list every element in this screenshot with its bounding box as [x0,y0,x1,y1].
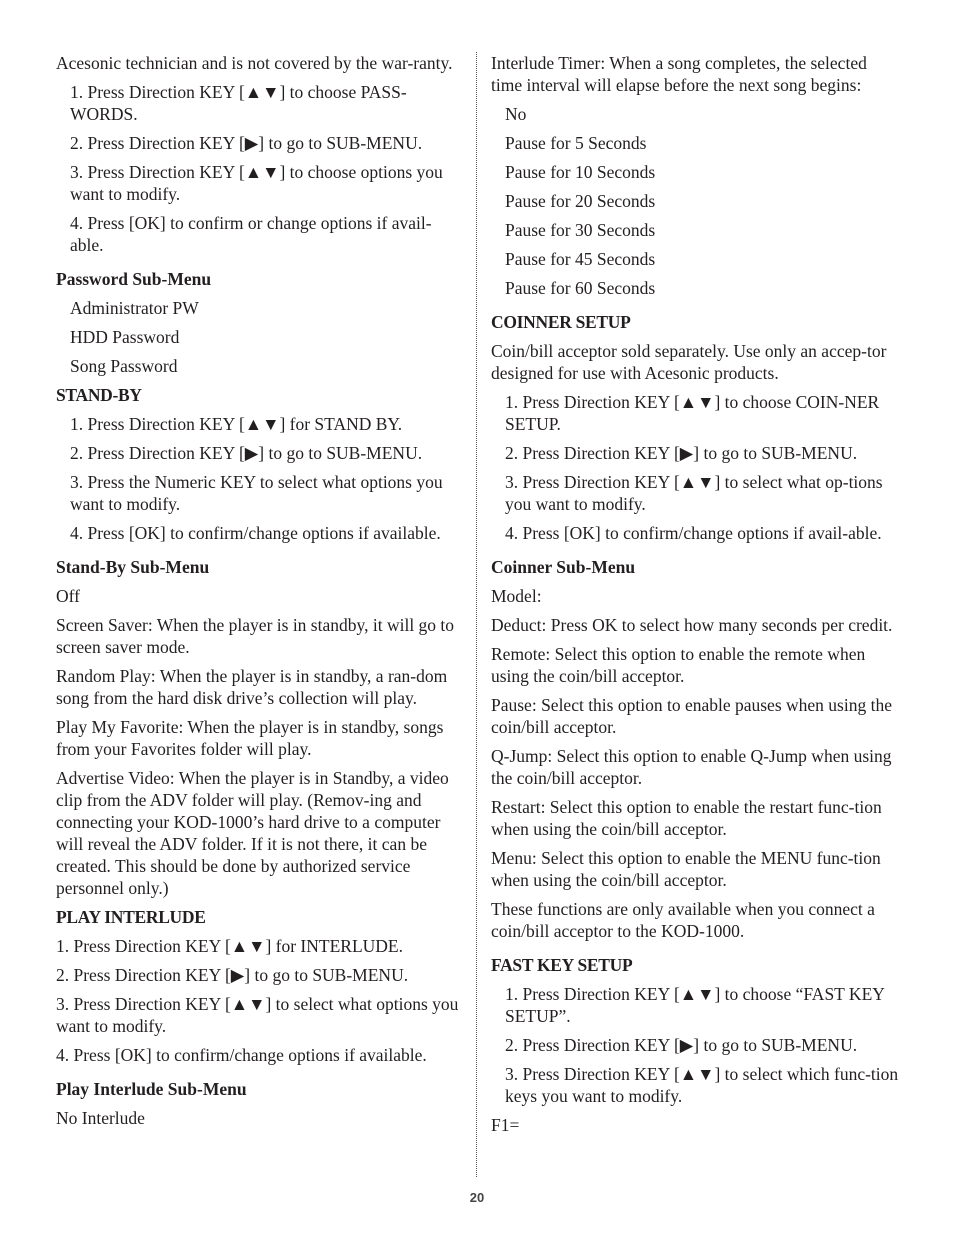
coinner-option-deduct: Deduct: Press OK to select how many seconds per credit. [491,615,893,635]
fastkey-step-2: 2. Press Direction KEY [▶] to go to SUB-MENU. [505,1035,858,1055]
coinner-heading: COINNER SETUP [491,312,631,332]
coinner-step-3: 3. Press Direction KEY [▲▼] to select what op-tions you want to modify. [505,472,883,514]
interlude-step-1: 1. Press Direction KEY [▲▼] for INTERLUDE. [56,936,403,956]
password-step-1: 1. Press Direction KEY [▲▼] to choose PASS-WORDS. [70,82,407,124]
coinner-step-2: 2. Press Direction KEY [▶] to go to SUB-MENU. [505,443,858,463]
fastkey-heading: FAST KEY SETUP [491,955,633,975]
standby-option-advertise-video: Advertise Video: When the player is in Standby, a video clip from the ADV folder will play. (Remov-ing and connecting your KOD-1000’s hard drive to a computer will reveal the ADV folder. If it is not there, it can be created. This should be done by authorized service personnel only.) [56,768,449,898]
standby-option-screen-saver: Screen Saver: When the player is in standby, it will go to screen saver mode. [56,615,455,657]
password-step-2: 2. Press Direction KEY [▶] to go to SUB-MENU. [70,133,423,153]
standby-option-random-play: Random Play: When the player is in standby, a ran-dom song from the hard disk drive’s collection will play. [56,666,448,708]
interlude-timer-text: Interlude Timer: When a song completes, the selected time interval will elapse before the next song begins: [491,53,867,95]
timer-option: Pause for 45 Seconds [505,249,656,269]
coinner-option-q-jump: Q-Jump: Select this option to enable Q-Jump when using the coin/bill acceptor. [491,746,892,788]
left-column [56,52,464,1136]
password-step-3: 3. Press Direction KEY [▲▼] to choose options you want to modify. [70,162,443,204]
password-submenu-item: Song Password [70,356,178,376]
coinner-submenu-heading: Coinner Sub-Menu [491,557,636,577]
intro-text: Acesonic technician and is not covered by the war-ranty. [56,53,453,73]
interlude-submenu-heading: Play Interlude Sub-Menu [56,1079,247,1099]
fastkey-step-3: 3. Press Direction KEY [▲▼] to select which func-tion keys you want to modify. [505,1064,899,1106]
coinner-step-1: 1. Press Direction KEY [▲▼] to choose COIN-NER SETUP. [505,392,880,434]
standby-option-play-my-favorite: Play My Favorite: When the player is in standby, songs from your Favorites folder will play. [56,717,444,759]
standby-option-off: Off [56,586,80,606]
standby-step-4: 4. Press [OK] to confirm/change options if available. [70,523,441,543]
timer-option: Pause for 5 Seconds [505,133,647,153]
interlude-step-2: 2. Press Direction KEY [▶] to go to SUB-MENU. [56,965,409,985]
fastkey-f1: F1= [491,1115,520,1135]
fastkey-step-1: 1. Press Direction KEY [▲▼] to choose “FAST KEY SETUP”. [505,984,885,1026]
standby-step-1: 1. Press Direction KEY [▲▼] for STAND BY. [70,414,403,434]
standby-step-2: 2. Press Direction KEY [▶] to go to SUB-MENU. [70,443,423,463]
password-step-4: 4. Press [OK] to confirm or change options if avail-able. [70,213,432,255]
standby-heading: STAND-BY [56,385,142,405]
page-number: 20 [469,1190,485,1205]
interlude-heading: PLAY INTERLUDE [56,907,206,927]
coinner-intro: Coin/bill acceptor sold separately. Use only an accep-tor designed for use with Acesonic products. [491,341,887,383]
coinner-option-pause: Pause: Select this option to enable pauses when using the coin/bill acceptor. [491,695,892,737]
password-submenu-heading: Password Sub-Menu [56,269,212,289]
coinner-option-model: Model: [491,586,542,606]
standby-step-3: 3. Press the Numeric KEY to select what options you want to modify. [70,472,443,514]
timer-option: Pause for 20 Seconds [505,191,656,211]
coinner-option-menu: Menu: Select this option to enable the MENU func-tion when using the coin/bill acceptor. [491,848,881,890]
timer-option: Pause for 30 Seconds [505,220,656,240]
interlude-option-no-interlude: No Interlude [56,1108,145,1128]
coinner-step-4: 4. Press [OK] to confirm/change options if avail-able. [505,523,882,543]
password-submenu-item: HDD Password [70,327,180,347]
timer-option: No [505,104,527,124]
coinner-option-restart: Restart: Select this option to enable the restart func-tion when using the coin/bill acceptor. [491,797,882,839]
standby-submenu-heading: Stand-By Sub-Menu [56,557,210,577]
timer-option: Pause for 10 Seconds [505,162,656,182]
right-column [491,52,901,1143]
interlude-step-4: 4. Press [OK] to confirm/change options if available. [56,1045,427,1065]
column-divider [476,52,477,1177]
interlude-step-3: 3. Press Direction KEY [▲▼] to select what options you want to modify. [56,994,459,1036]
coinner-note: These functions are only available when you connect a coin/bill acceptor to the KOD-1000. [491,899,875,941]
password-submenu-item: Administrator PW [70,298,199,318]
timer-option: Pause for 60 Seconds [505,278,656,298]
coinner-option-remote: Remote: Select this option to enable the remote when using the coin/bill acceptor. [491,644,866,686]
